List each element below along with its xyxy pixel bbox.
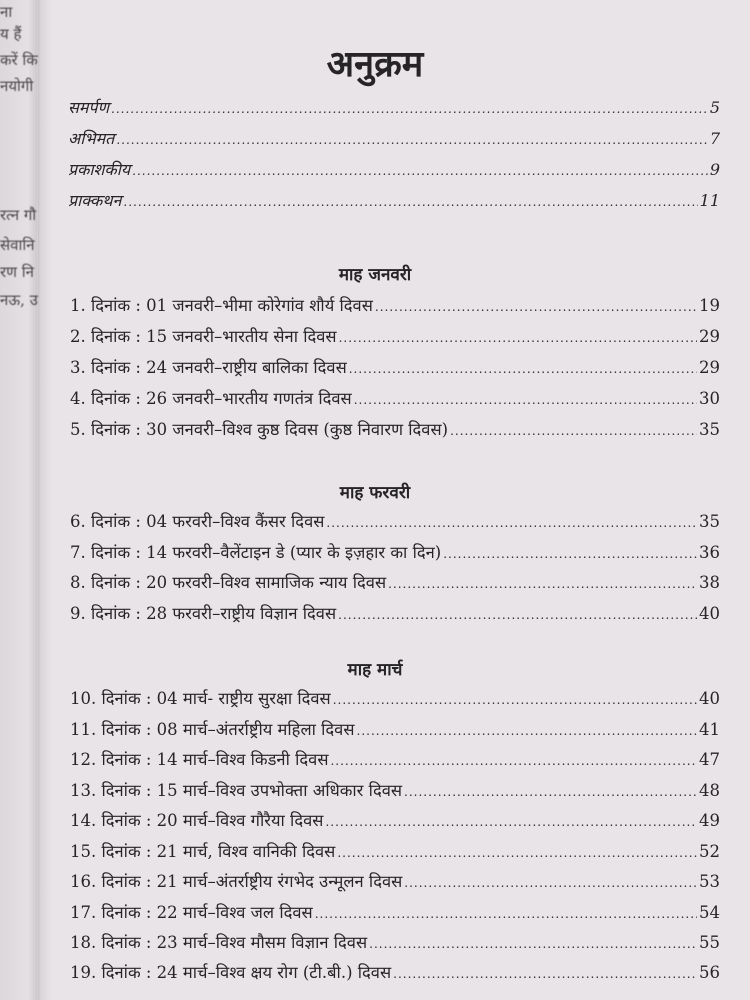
entry-title: 19. दिनांक : 24 मार्च–विश्व क्षय रोग (टी.बी.) दिवस [70,963,392,982]
dot-leader [116,133,708,147]
page-number: 40 [699,689,720,708]
entry-title: 18. दिनांक : 23 मार्च–विश्व मौसम विज्ञान दिवस [70,933,368,952]
toc-entry [68,96,720,118]
page-number: 5 [709,98,720,117]
dot-leader [132,164,708,178]
toc-entry [70,509,720,532]
page-number: 11 [699,191,720,210]
page-number: 9 [709,160,720,179]
toc-entry [70,601,720,624]
toc-entry [70,570,720,593]
toc-entry [70,747,720,770]
page-number: 29 [699,327,720,346]
page-number: 19 [699,296,720,315]
dot-leader [349,362,697,376]
previous-page-text: करें कि [0,51,38,69]
dot-leader [330,754,697,768]
page-number: 53 [699,872,720,891]
page-number: 40 [699,604,720,623]
dot-leader [326,516,697,530]
toc-entry [70,717,720,740]
toc-entry [68,158,720,180]
entry-title: समर्पण [68,98,110,117]
entry-title: प्रकाशकीय [68,160,131,179]
entry-title: 17. दिनांक : 22 मार्च–विश्व जल दिवस [70,903,313,922]
dot-leader [123,195,697,209]
toc-entry [70,930,720,953]
dot-leader [111,102,708,116]
toc-entry [70,293,720,316]
page-number: 54 [699,903,720,922]
entry-title: 6. दिनांक : 04 फरवरी–विश्व कैंसर दिवस [70,512,325,531]
page-number: 35 [699,420,720,439]
previous-page-text: रत्न गौ [0,206,37,224]
page-number: 35 [699,512,720,531]
previous-page-text: रण नि [0,263,34,281]
toc-entry [70,960,720,983]
page-number: 7 [709,129,720,148]
page-title: अनुक्रम [326,43,424,85]
page-number: 49 [699,811,720,830]
dot-leader [338,608,697,622]
toc-entry [70,686,720,709]
dot-leader [315,907,697,921]
entry-title: 11. दिनांक : 08 मार्च–अंतर्राष्ट्रीय महिला दिवस [70,720,355,739]
dot-leader [388,577,697,591]
entry-title: अभिमत [68,129,115,148]
dot-leader [325,815,697,829]
section-heading: माह मार्च [347,660,403,680]
entry-title: 13. दिनांक : 15 मार्च–विश्व उपभोक्ता अधिकार दिवस [70,781,403,800]
entry-title: 10. दिनांक : 04 मार्च- राष्ट्रीय सुरक्षा दिवस [70,689,331,708]
previous-page-text: सेवानि [0,236,35,254]
dot-leader [333,693,697,707]
dot-leader [369,937,697,951]
entry-title: 3. दिनांक : 24 जनवरी–राष्ट्रीय बालिका दिवस [70,358,347,377]
toc-entry [70,355,720,378]
entry-title: 2. दिनांक : 15 जनवरी–भारतीय सेना दिवस [70,327,337,346]
toc-entry [70,540,720,563]
page-number: 48 [699,781,720,800]
dot-leader [450,424,697,438]
toc-entry [68,189,720,211]
dot-leader [354,393,697,407]
dot-leader [375,300,697,314]
entry-title: 16. दिनांक : 21 मार्च–अंतर्राष्ट्रीय रंगभेद उन्मूलन दिवस [70,872,403,891]
section-heading: माह जनवरी [338,265,412,285]
page-number: 38 [699,573,720,592]
page-number: 41 [699,720,720,739]
dot-leader [393,967,697,981]
entry-title: 14. दिनांक : 20 मार्च–विश्व गौरैया दिवस [70,811,324,830]
page-number: 52 [699,842,720,861]
entry-title: 15. दिनांक : 21 मार्च, विश्व वानिकी दिवस [70,842,336,861]
toc-entry [70,808,720,831]
toc-entry [70,386,720,409]
entry-title: 1. दिनांक : 01 जनवरी–भीमा कोरेगांव शौर्य दिवस [70,296,373,315]
entry-title: 8. दिनांक : 20 फरवरी–विश्व सामाजिक न्याय दिवस [70,573,387,592]
toc-entry [70,417,720,440]
toc-entry [70,324,720,347]
entry-title: 5. दिनांक : 30 जनवरी–विश्व कुष्ठ दिवस (कुष्ठ निवारण दिवस) [70,420,449,439]
page-number: 47 [699,750,720,769]
dot-leader [339,331,697,345]
dot-leader [357,724,697,738]
previous-page-text: य हैं [0,25,22,43]
previous-page-text: ना [0,3,13,21]
page-number: 36 [699,543,720,562]
toc-entry [70,778,720,801]
toc-entry [70,900,720,923]
entry-title: 12. दिनांक : 14 मार्च–विश्व किडनी दिवस [70,750,329,769]
section-heading: माह फरवरी [339,483,411,503]
previous-page-text: नयोगी [0,77,34,95]
dot-leader [337,846,697,860]
entry-title: 4. दिनांक : 26 जनवरी–भारतीय गणतंत्र दिवस [70,389,352,408]
entry-title: प्राक्कथन [68,191,122,210]
dot-leader [404,876,697,890]
page-number: 55 [699,933,720,952]
toc-entry [68,127,720,149]
dot-leader [404,785,697,799]
toc-entry [70,839,720,862]
dot-leader [443,547,697,561]
page-number: 30 [699,389,720,408]
entry-title: 7. दिनांक : 14 फरवरी–वैलेंटाइन डे (प्यार के इज़हार का दिन) [70,543,442,562]
previous-page-text: नऊ, उ [0,291,38,309]
page-number: 56 [699,963,720,982]
entry-title: 9. दिनांक : 28 फरवरी–राष्ट्रीय विज्ञान दिवस [70,604,337,623]
toc-entry [70,869,720,892]
page-number: 29 [699,358,720,377]
